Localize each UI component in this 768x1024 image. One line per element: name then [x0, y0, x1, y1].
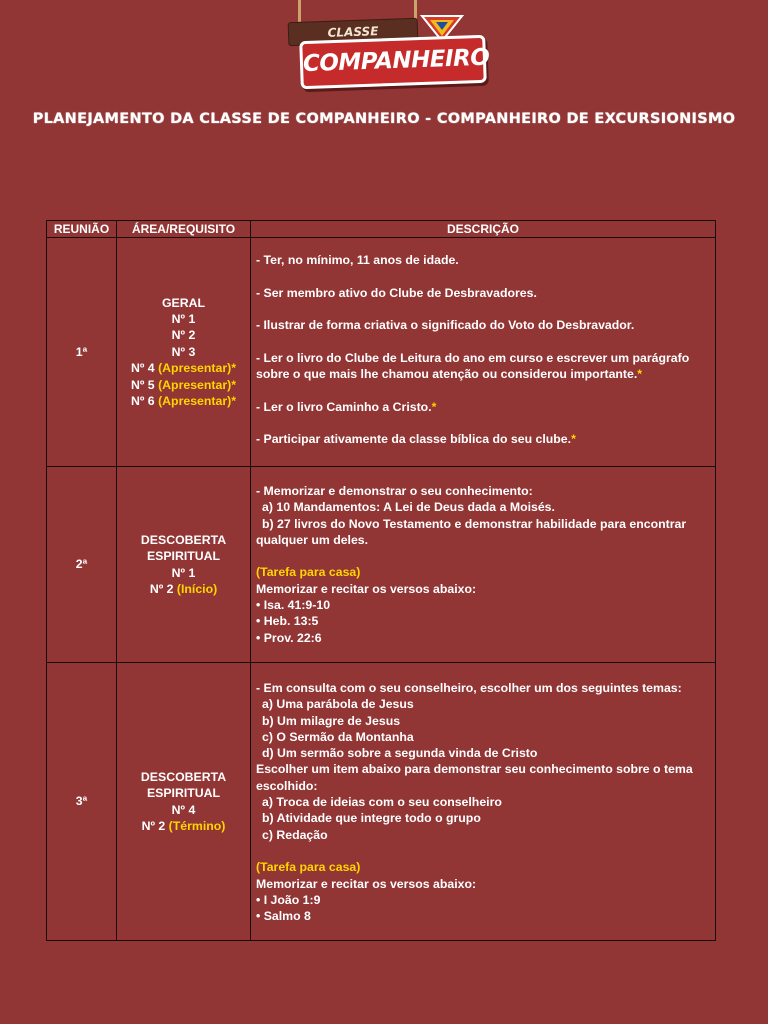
requirement-note: (Término)	[168, 818, 226, 833]
requirement-item	[118, 393, 249, 409]
area-requirement	[117, 467, 251, 663]
page-title: PLANEJAMENTO DA CLASSE DE COMPANHEIRO - COMPANHEIRO DE EXCURSIONISMO	[32, 111, 736, 127]
homework-text: Memorizar e recitar os versos abaixo:	[256, 876, 477, 891]
theme-item: c) O Sermão da Montanha	[262, 729, 414, 744]
theme-item: b) Um milagre de Jesus	[262, 713, 401, 728]
meeting-number: 1ª	[47, 238, 117, 467]
table-row	[47, 663, 716, 941]
header-meeting: REUNIÃO	[47, 221, 117, 238]
area-requirement	[117, 663, 251, 941]
requirement-item: Nº 2	[171, 328, 196, 343]
planning-table	[46, 220, 716, 941]
header-description: DESCRIÇÃO	[251, 221, 716, 238]
area-title: ESPIRITUAL	[146, 549, 221, 564]
requirement-note: (Início)	[176, 581, 218, 596]
description-line: - Ter, no mínimo, 11 anos de idade.	[256, 253, 459, 267]
area-title: DESCOBERTA	[140, 532, 227, 547]
requirement-item: Nº 4	[171, 802, 196, 817]
table-row	[47, 467, 716, 663]
area-title: ESPIRITUAL	[146, 786, 221, 801]
description-text: - Ler o livro Caminho a Cristo.	[256, 399, 432, 414]
homework-text: Memorizar e recitar os versos abaixo:	[256, 581, 477, 596]
requirement-number: Nº 5	[131, 377, 155, 392]
sub-item: a) 10 Mandamentos: A Lei de Deus dada a Moisés.	[262, 500, 555, 515]
option-item: b) Atividade que integre todo o grupo	[262, 811, 481, 826]
meeting-number: 2ª	[47, 467, 117, 663]
verse-item: • Salmo 8	[256, 909, 311, 924]
verse-item: • Prov. 22:6	[256, 630, 322, 645]
area-requirement	[117, 238, 251, 467]
requirement-item	[118, 818, 249, 834]
description-text: - Participar ativamente da classe bíblica do seu clube.	[256, 432, 572, 447]
verse-item: • Heb. 13:5	[256, 614, 319, 629]
requirement-item	[118, 377, 249, 393]
asterisk-mark: *	[431, 399, 437, 414]
meeting-number: 3ª	[47, 663, 117, 941]
description-text: - Ler o livro do Clube de Leitura do ano em curso e escrever um parágrafo sobre o que mais lhe chamou atenção ou considerou importante.	[256, 350, 690, 382]
homework-label: (Tarefa para casa)	[256, 565, 361, 580]
homework-label: (Tarefa para casa)	[256, 860, 361, 875]
requirement-note: (Apresentar)*	[158, 377, 236, 392]
description-line: - Ser membro ativo do Clube de Desbravadores.	[256, 285, 537, 300]
table-row	[47, 238, 716, 467]
requirement-note: (Apresentar)*	[158, 394, 236, 409]
requirement-item	[118, 581, 249, 597]
description-line: - Em consulta com o seu conselheiro, escolher um dos seguintes temas:	[256, 681, 682, 695]
requirement-number: Nº 4	[131, 361, 155, 376]
class-logo	[286, 0, 490, 86]
logo-rope-left	[298, 0, 301, 22]
option-item: c) Redação	[262, 827, 328, 842]
asterisk-mark: *	[571, 432, 576, 447]
description-line: - Ilustrar de forma criativa o significado do Voto do Desbravador.	[256, 318, 635, 333]
asterisk-mark: *	[637, 367, 643, 382]
requirement-item: Nº 1	[171, 565, 196, 580]
verse-item: • Isa. 41:9-10	[256, 598, 331, 613]
description-line	[256, 350, 711, 383]
header-area: ÁREA/REQUISITO	[117, 221, 251, 238]
description-line	[256, 431, 711, 447]
requirement-item: Nº 3	[171, 344, 196, 359]
option-item: a) Troca de ideias com o seu conselheiro	[262, 795, 502, 810]
verse-item: • I João 1:9	[256, 892, 321, 907]
description-cell	[251, 467, 716, 663]
sub-item: b) 27 livros do Novo Testamento e demonstrar habilidade para encontrar qualquer um deles.	[256, 516, 687, 547]
requirement-item	[118, 360, 249, 376]
description-cell	[251, 663, 716, 941]
table-header-row	[47, 221, 716, 238]
area-title: GERAL	[161, 295, 206, 310]
theme-item: a) Uma parábola de Jesus	[262, 697, 414, 712]
requirement-item: Nº 1	[171, 311, 196, 326]
requirement-number: Nº 2	[149, 581, 174, 596]
requirement-number: Nº 6	[131, 394, 155, 409]
description-line: - Memorizar e demonstrar o seu conhecimento:	[256, 484, 533, 498]
area-title: DESCOBERTA	[140, 769, 227, 784]
logo-top-text: CLASSE	[288, 18, 419, 47]
requirement-number: Nº 2	[141, 818, 166, 833]
description-line: Escolher um item abaixo para demonstrar seu conhecimento sobre o tema escolhido:	[256, 762, 693, 793]
theme-item: d) Um sermão sobre a segunda vinda de Cristo	[262, 746, 538, 761]
logo-main-text: COMPANHEIRO	[299, 35, 487, 89]
description-line	[256, 399, 711, 415]
requirement-note: (Apresentar)*	[158, 361, 236, 376]
description-cell	[251, 238, 716, 467]
